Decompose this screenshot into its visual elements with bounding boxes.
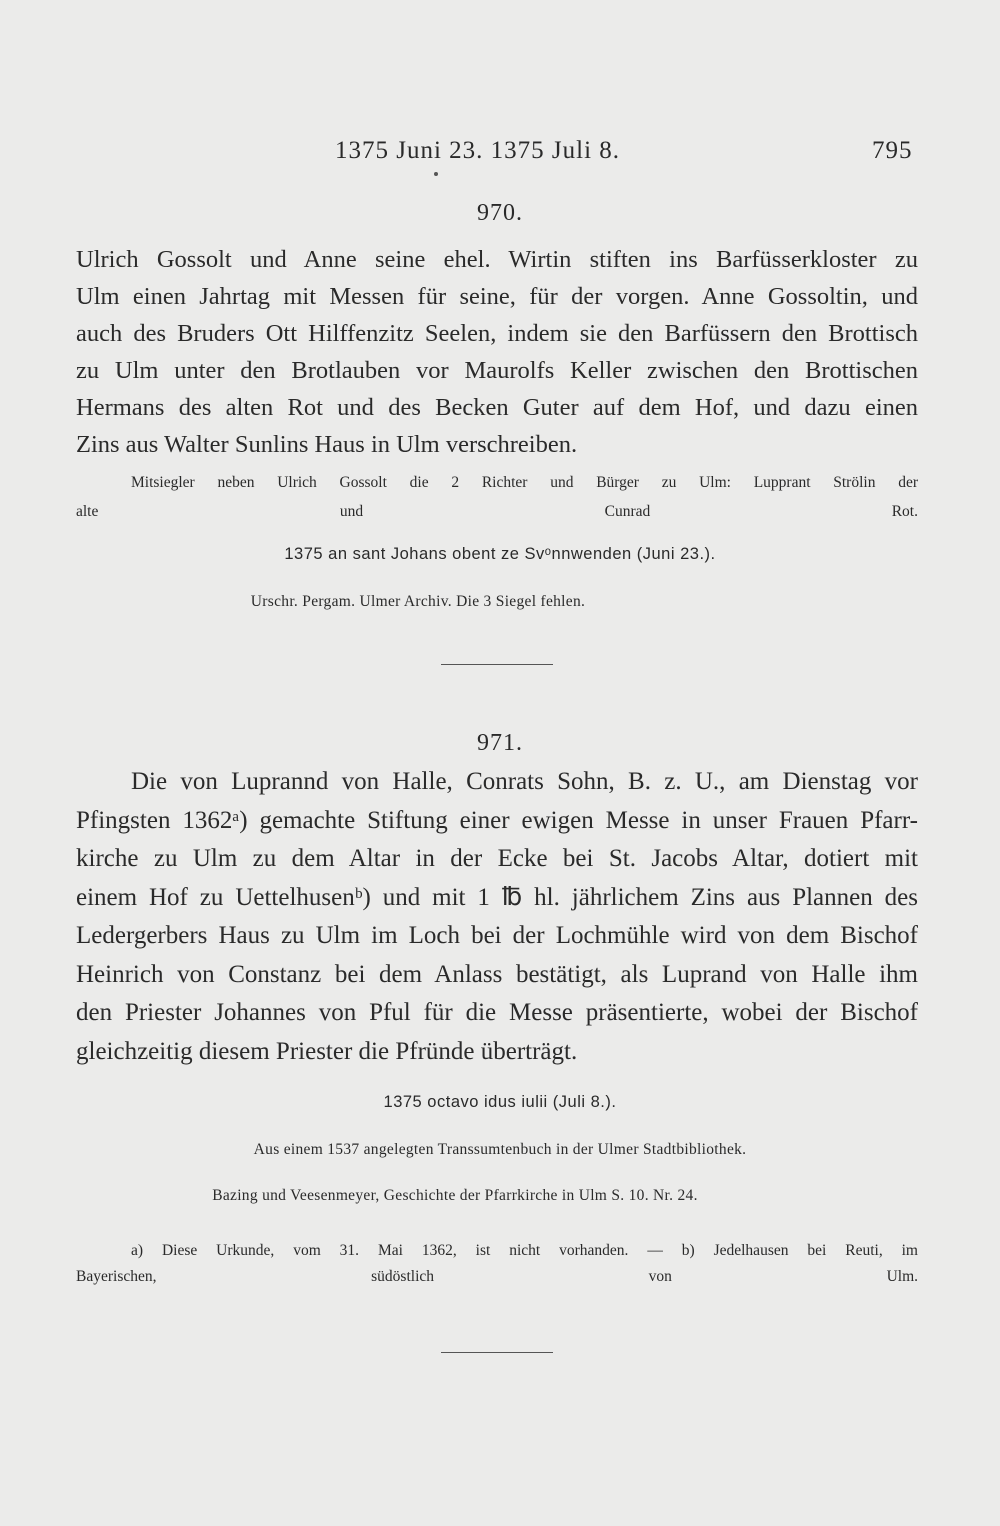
document-970-date: 1375 an sant Johans obent ze Svᵒnnwenden (Juni 23.). (284, 545, 716, 563)
summary-line: auch des Bruders Ott Hilffenzitz Seelen, indem sie den Barfüssern den Brottisch (76, 320, 918, 347)
summary-line: den Priester Johannes von Pful für die Messe präsentierte, wobei der Bischof (76, 999, 918, 1026)
document-970-note (76, 470, 918, 524)
document-number-971: 971. (477, 730, 523, 756)
document-number-970: 970. (477, 200, 523, 226)
document-970-source: Urschr. Pergam. Ulmer Archiv. Die 3 Siegel fehlen. (250, 593, 586, 610)
summary-line: Ulm einen Jahrtag mit Messen für seine, für der vorgen. Anne Gossoltin, und (76, 283, 918, 310)
note-line: Mitsiegler neben Ulrich Gossolt die 2 Richter und Bürger zu Ulm: Lupprant Strölin der (131, 474, 918, 491)
summary-line: zu Ulm unter den Brotlauben vor Maurolfs Keller zwischen den Brottischen (76, 357, 918, 384)
summary-line: Heinrich von Constanz bei dem Anlass bestätigt, als Luprand von Halle ihm (76, 960, 918, 988)
summary-line: gleichzeitig diesem Priester die Pfründe überträgt. (76, 1037, 578, 1065)
document-971-date: 1375 octavo idus iulii (Juli 8.). (383, 1093, 617, 1111)
running-header-dates: 1375 Juni 23. 1375 Juli 8. (335, 137, 621, 164)
summary-line: Ledergerbers Haus zu Ulm im Loch bei der Lochmühle wird von dem Bischof (76, 922, 918, 949)
document-971-literature: Bazing und Veesenmeyer, Geschichte der Pfarrkirche in Ulm S. 10. Nr. 24. (212, 1187, 698, 1204)
page-number: 795 (872, 137, 913, 164)
summary-line: Hermans des alten Rot und des Becken Guter auf dem Hof, und dazu einen (76, 394, 918, 421)
document-971-summary (76, 763, 918, 1071)
note-line: alte und Cunrad Rot. (76, 503, 918, 520)
summary-line: einem Hof zu Uettelhusenᵇ) und mit 1 ℔ hl. jährlichem Zins aus Plannen des (76, 883, 918, 911)
footnote-line: a) Diese Urkunde, vom 31. Mai 1362, ist nicht vorhanden. — b) Jedelhausen bei Reuti, im (131, 1242, 918, 1259)
section-divider (441, 1352, 553, 1353)
ink-dot (434, 172, 438, 176)
document-970-summary (76, 241, 918, 463)
summary-line: Die von Luprannd von Halle, Conrats Sohn, B. z. U., am Dienstag vor (131, 768, 918, 795)
section-divider (441, 664, 553, 665)
summary-line: Ulrich Gossolt und Anne seine ehel. Wirtin stiften ins Barfüsserkloster zu (76, 246, 918, 273)
summary-line: kirche zu Ulm zu dem Altar in der Ecke bei St. Jacobs Altar, dotiert mit (76, 845, 918, 872)
document-971-source: Aus einem 1537 angelegten Transsumtenbuch in der Ulmer Stadtbibliothek. (253, 1141, 747, 1158)
footnote-line: Bayerischen, südöstlich von Ulm. (76, 1268, 918, 1285)
document-971-footnotes (76, 1238, 918, 1289)
summary-line: Pfingsten 1362ᵃ) gemachte Stiftung einer ewigen Messe in unser Frauen Pfarr- (76, 806, 918, 834)
summary-line: Zins aus Walter Sunlins Haus in Ulm verschreiben. (76, 431, 578, 458)
